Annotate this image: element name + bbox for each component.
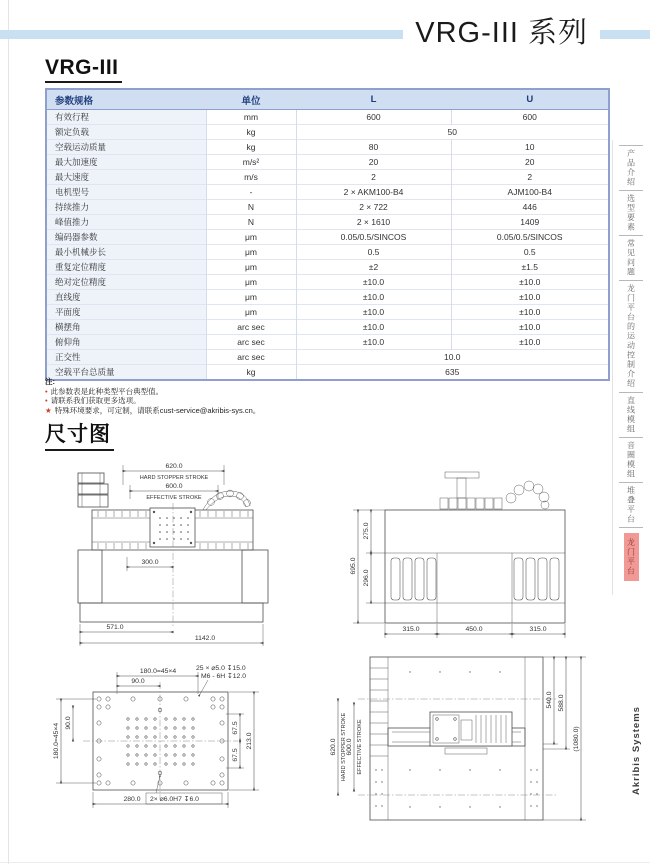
table-cell: 2 (451, 170, 609, 185)
dim-label: HARD STOPPER STROKE (139, 475, 209, 481)
table-cell: μm (206, 230, 296, 245)
table-cell: 俯仰角 (46, 335, 206, 350)
table-cell: ±1.5 (451, 260, 609, 275)
sidebar-separator (619, 527, 643, 528)
table-row (46, 335, 609, 350)
table-cell: 2 (296, 170, 451, 185)
dim-label: 620.0 (165, 463, 183, 470)
sidebar-separator (619, 392, 643, 393)
dowel-callout: 2× ⌀6.0H7 ↧6.0 (150, 796, 199, 803)
table-cell: ±10.0 (451, 290, 609, 305)
table-cell: arc sec (206, 335, 296, 350)
table-cell: ±10.0 (451, 305, 609, 320)
sidebar-item-faq[interactable]: 常见问题 (626, 239, 636, 277)
sidebar-separator (619, 437, 643, 438)
table-cell: ±10.0 (296, 335, 451, 350)
table-cell: m/s² (206, 155, 296, 170)
table-cell: 2 × 1610 (296, 215, 451, 230)
page-header-title: VRG-III 系列 (403, 10, 600, 51)
table-cell: 2 × 722 (296, 200, 451, 215)
spec-table-header-row (46, 89, 609, 110)
table-row (46, 290, 609, 305)
plan-view-drawing (330, 652, 625, 824)
table-cell: N (206, 200, 296, 215)
dim-label: EFFECTIVE STROKE (357, 719, 363, 775)
column-header: L (296, 89, 451, 110)
sidebar-separator (619, 145, 643, 146)
table-cell: 空载平台总质量 (46, 365, 206, 381)
sidebar-divider-line (612, 140, 613, 595)
table-cell: μm (206, 305, 296, 320)
sidebar-item-gantry-stage[interactable]: 龙门平台 (624, 533, 639, 581)
dim-label: 90.0 (65, 716, 72, 730)
sidebar (614, 142, 648, 586)
table-cell: 直线度 (46, 290, 206, 305)
table-cell: 80 (296, 140, 451, 155)
column-header: 参数规格 (46, 89, 206, 110)
table-cell: μm (206, 260, 296, 275)
thread-callout: M6 - 6H ↧12.0 (201, 673, 246, 680)
sidebar-item-product-intro[interactable]: 产品介绍 (626, 149, 636, 187)
table-cell: arc sec (206, 350, 296, 365)
table-cell: 50 (296, 125, 609, 140)
note-item (45, 406, 260, 416)
dim-label: 315.0 (402, 626, 420, 633)
table-cell: 最大加速度 (46, 155, 206, 170)
plate-view-drawing (48, 662, 273, 814)
table-row (46, 245, 609, 260)
dim-label: 695.0 (350, 557, 357, 575)
sidebar-separator (619, 482, 643, 483)
side-view-drawing (345, 458, 580, 643)
note-bullet: • (45, 396, 48, 406)
page-bottom-border (0, 862, 650, 863)
dim-label: 600.0 (165, 483, 183, 490)
table-cell: 重复定位精度 (46, 260, 206, 275)
sidebar-separator (619, 280, 643, 281)
dim-label: 280.0 (123, 796, 141, 803)
front-view-drawing (70, 455, 335, 650)
spec-table (45, 88, 610, 381)
sidebar-item-gantry-motion-control[interactable]: 龙门平台的运动控制介绍 (626, 284, 636, 389)
note-bullet: • (45, 386, 48, 396)
dim-label: 600.0 (346, 738, 353, 756)
sidebar-item-stacked-stage[interactable]: 堆叠平台 (626, 485, 636, 524)
table-cell: ±10.0 (296, 320, 451, 335)
sidebar-separator (619, 190, 643, 191)
table-cell: 635 (296, 365, 609, 381)
dim-label: 213.0 (246, 732, 253, 750)
table-cell: ±10.0 (296, 305, 451, 320)
dim-label: 620.0 (330, 738, 337, 756)
table-cell: - (206, 185, 296, 200)
dim-label: EFFECTIVE STROKE (146, 495, 202, 501)
table-row (46, 305, 609, 320)
table-row (46, 230, 609, 245)
sidebar-item-selection-factors[interactable]: 选型要素 (626, 194, 636, 232)
spec-table-body (46, 110, 609, 381)
dim-label: 67.5 (232, 748, 239, 762)
table-row (46, 155, 609, 170)
table-cell: 600 (296, 110, 451, 125)
sidebar-item-voice-coil-module[interactable]: 音圈模组 (626, 440, 636, 479)
table-cell: μm (206, 245, 296, 260)
table-row (46, 170, 609, 185)
table-cell: kg (206, 140, 296, 155)
table-cell: 0.05/0.5/SINCOS (296, 230, 451, 245)
dim-label: HARD STOPPER STROKE (341, 712, 347, 782)
note-item (45, 396, 260, 406)
table-cell: 0.5 (451, 245, 609, 260)
table-cell: 峰值推力 (46, 215, 206, 230)
table-cell: ±10.0 (296, 275, 451, 290)
table-row (46, 185, 609, 200)
table-cell: μm (206, 290, 296, 305)
sidebar-item-linear-module[interactable]: 直线模组 (626, 395, 636, 434)
table-cell: ±10.0 (451, 320, 609, 335)
table-cell: kg (206, 365, 296, 381)
table-cell: 绝对定位精度 (46, 275, 206, 290)
page-left-border (8, 0, 9, 864)
note-bullet: ★ (45, 405, 52, 415)
dim-label: 450.0 (465, 626, 483, 633)
table-cell: 平面度 (46, 305, 206, 320)
note-text: 请联系我们获取更多选项。 (50, 396, 141, 406)
series-title: VRG-III (45, 56, 122, 83)
table-cell: 2 × AKM100-B4 (296, 185, 451, 200)
dimension-section-title: 尺寸图 (45, 418, 114, 451)
dim-label: 275.0 (363, 522, 370, 540)
table-cell: 20 (296, 155, 451, 170)
table-cell: 0.05/0.5/SINCOS (451, 230, 609, 245)
dim-label: 300.0 (141, 559, 159, 566)
table-cell: 0.5 (296, 245, 451, 260)
dim-label: 540.0 (546, 691, 553, 709)
table-cell: 10 (451, 140, 609, 155)
notes-list (45, 387, 260, 416)
column-header: 单位 (206, 89, 296, 110)
dim-label: 180.0=45×4 (53, 722, 60, 760)
dim-label: 1142.0 (194, 635, 216, 642)
table-cell: 横摆角 (46, 320, 206, 335)
dim-label: 90.0 (131, 678, 145, 685)
table-row (46, 320, 609, 335)
note-item (45, 387, 260, 397)
table-cell: ±10.0 (451, 335, 609, 350)
table-cell: ±10.0 (296, 290, 451, 305)
table-cell: 额定负载 (46, 125, 206, 140)
dim-label: (1080.0) (573, 726, 580, 752)
table-cell: mm (206, 110, 296, 125)
table-cell: 10.0 (296, 350, 609, 365)
notes-label: 注: (45, 377, 55, 386)
table-cell: ±2 (296, 260, 451, 275)
table-row (46, 110, 609, 125)
table-cell: m/s (206, 170, 296, 185)
table-cell: 电机型号 (46, 185, 206, 200)
brand-name-vertical: Akribis Systems (631, 706, 642, 795)
dim-label: 296.0 (363, 569, 370, 587)
table-cell: 最大速度 (46, 170, 206, 185)
table-cell: ±10.0 (451, 275, 609, 290)
table-cell: 最小机械步长 (46, 245, 206, 260)
table-row (46, 215, 609, 230)
table-cell: 1409 (451, 215, 609, 230)
table-cell: AJM100-B4 (451, 185, 609, 200)
dim-label: 571.0 (106, 624, 124, 631)
table-cell: 正交性 (46, 350, 206, 365)
table-cell: N (206, 215, 296, 230)
note-text: 此参数表是此种类型平台典型值。 (50, 386, 164, 396)
table-row (46, 275, 609, 290)
table-row (46, 260, 609, 275)
table-cell: 600 (451, 110, 609, 125)
dim-label: 180.0=45×4 (139, 668, 177, 675)
sidebar-separator (619, 235, 643, 236)
table-cell: arc sec (206, 320, 296, 335)
column-header: U (451, 89, 609, 110)
table-cell: 编码器参数 (46, 230, 206, 245)
dim-label: 588.0 (558, 694, 565, 712)
table-row (46, 200, 609, 215)
table-cell: 空载运动质量 (46, 140, 206, 155)
table-cell: 20 (451, 155, 609, 170)
note-text: 特殊环境要求，可定制，请联系cust-service@akribis-sys.cn。 (54, 405, 261, 415)
table-row (46, 140, 609, 155)
table-cell: μm (206, 275, 296, 290)
hole-callout: 25 × ⌀5.0 ↧15.0 (196, 665, 246, 672)
table-row (46, 125, 609, 140)
dim-label: 315.0 (529, 626, 547, 633)
table-cell: 446 (451, 200, 609, 215)
table-cell: 有效行程 (46, 110, 206, 125)
notes-block (45, 377, 260, 415)
table-cell: 持续推力 (46, 200, 206, 215)
table-cell: kg (206, 125, 296, 140)
dim-label: 67.5 (232, 721, 239, 735)
table-row (46, 350, 609, 365)
